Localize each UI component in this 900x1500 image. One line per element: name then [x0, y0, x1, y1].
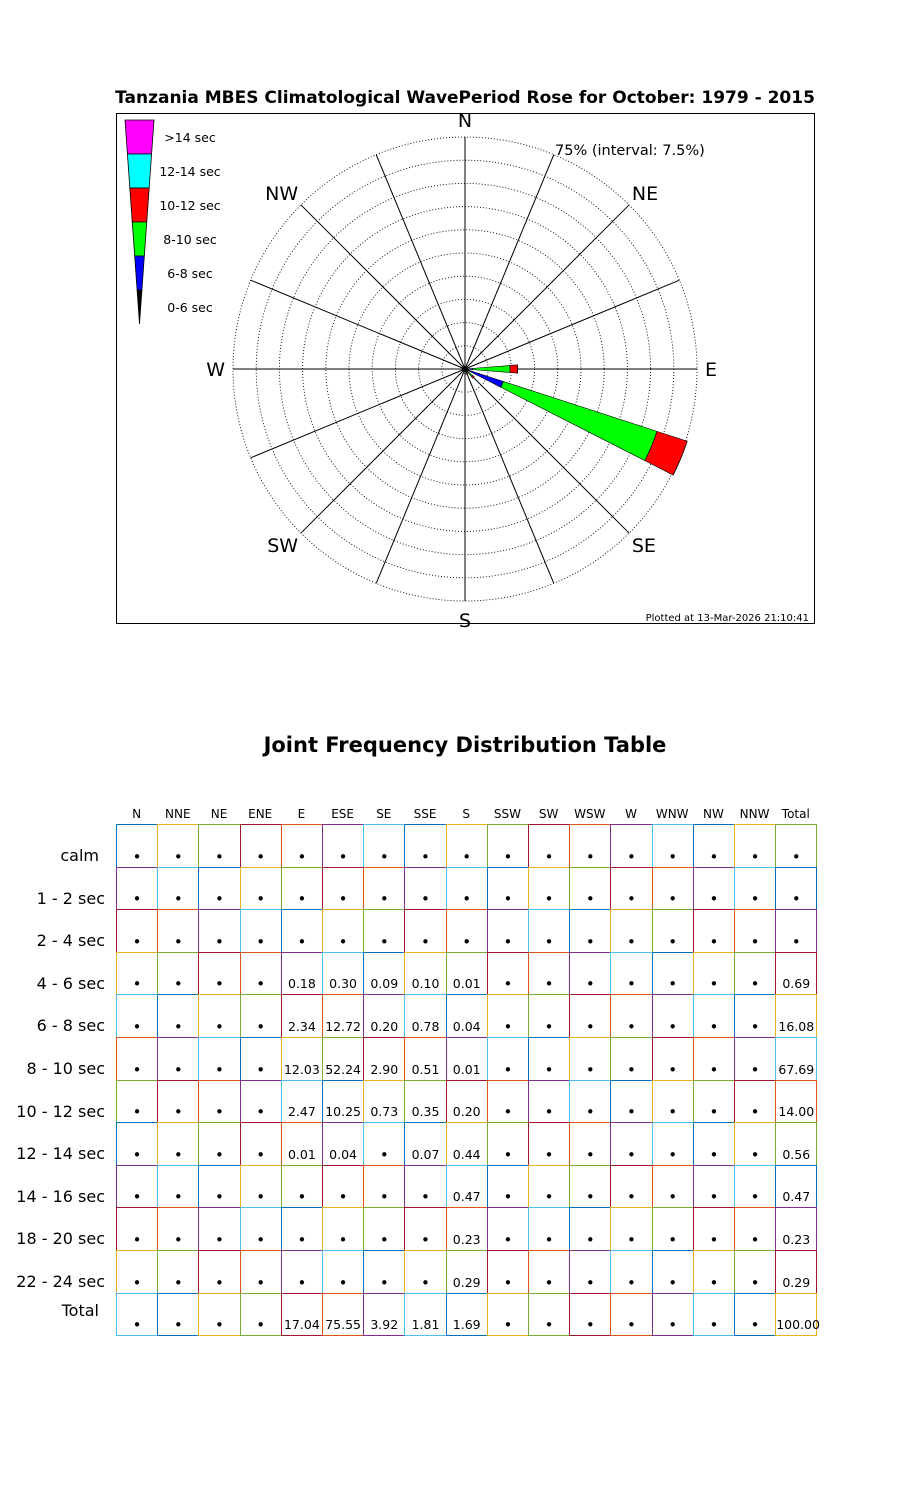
table-cell: • — [528, 1250, 570, 1294]
table-cell: 0.69 — [775, 952, 817, 996]
table-cell: 17.04 — [281, 1293, 323, 1337]
table-cell: • — [610, 824, 652, 868]
column-header: Total — [781, 807, 810, 821]
table-cell: • — [198, 824, 240, 868]
table-cell: • — [116, 1080, 158, 1124]
table-cell: • — [652, 994, 694, 1038]
table-cell: • — [487, 1122, 529, 1166]
table-cell: 0.01 — [281, 1122, 323, 1166]
table-cell: 0.07 — [404, 1122, 446, 1166]
table-cell: • — [157, 994, 199, 1038]
table-cell: • — [652, 1207, 694, 1251]
table-cell: 0.56 — [775, 1122, 817, 1166]
table-cell: • — [528, 867, 570, 911]
table-cell: 0.09 — [363, 952, 405, 996]
column-header: NNE — [165, 807, 191, 821]
table-cell: 1.69 — [446, 1293, 488, 1337]
table-cell: • — [693, 909, 735, 953]
table-cell: • — [693, 824, 735, 868]
table-cell: • — [569, 824, 611, 868]
table-cell: • — [569, 1122, 611, 1166]
table-cell: • — [569, 1250, 611, 1294]
row-header: Total — [61, 1300, 99, 1320]
petal-e-810sec — [473, 365, 510, 372]
rose-title: Tanzania MBES Climatological WavePeriod Rose for October: 1979 - 2015 — [115, 88, 815, 108]
column-header: ENE — [248, 807, 273, 821]
compass-label-nw: NW — [265, 183, 299, 206]
table-cell: 0.35 — [404, 1080, 446, 1124]
table-cell: • — [240, 1080, 282, 1124]
table-cell: • — [322, 867, 364, 911]
table-cell: • — [157, 1037, 199, 1081]
table-cell: • — [198, 1037, 240, 1081]
column-header: W — [625, 807, 637, 821]
spoke-nne — [465, 155, 554, 369]
table-cell: • — [240, 1122, 282, 1166]
scale-label: 75% (interval: 7.5%) — [555, 143, 705, 159]
table-cell: 0.23 — [446, 1207, 488, 1251]
row-header: 2 - 4 sec — [36, 931, 105, 951]
table-cell: • — [487, 1080, 529, 1124]
row-header: 12 - 14 sec — [16, 1144, 105, 1164]
table-cell: • — [404, 1207, 446, 1251]
table-cell: • — [157, 952, 199, 996]
row-header: 18 - 20 sec — [16, 1229, 105, 1249]
column-header: SE — [376, 807, 392, 821]
table-cell: • — [404, 824, 446, 868]
table-cell: • — [198, 1207, 240, 1251]
table-cell: • — [281, 867, 323, 911]
table-cell: 52.24 — [322, 1037, 364, 1081]
table-cell: • — [116, 909, 158, 953]
table-cell: • — [734, 1080, 776, 1124]
spoke-se — [465, 369, 629, 533]
table-cell: • — [734, 867, 776, 911]
table-cell: • — [157, 1293, 199, 1337]
spoke-ene — [465, 280, 679, 369]
table-cell: • — [198, 1122, 240, 1166]
table-cell: • — [116, 1207, 158, 1251]
row-header: 8 - 10 sec — [26, 1059, 105, 1078]
table-cell: • — [116, 1250, 158, 1294]
table-cell: • — [322, 1207, 364, 1251]
table-cell: • — [198, 1293, 240, 1337]
table-cell: 14.00 — [775, 1080, 817, 1124]
table-cell: • — [610, 952, 652, 996]
table-cell: • — [487, 909, 529, 953]
table-cell: • — [363, 867, 405, 911]
table-cell: • — [528, 1122, 570, 1166]
table-cell: • — [569, 952, 611, 996]
column-header: N — [132, 807, 142, 821]
table-cell: • — [569, 1037, 611, 1081]
table-cell: • — [610, 1207, 652, 1251]
table-cell: 0.20 — [363, 994, 405, 1038]
table-cell: • — [652, 824, 694, 868]
column-header: SSW — [493, 807, 521, 821]
table-cell: 0.73 — [363, 1080, 405, 1124]
table-cell: • — [652, 1250, 694, 1294]
table-cell: • — [281, 1207, 323, 1251]
petal-s-14sec — [465, 371, 466, 374]
table-cell: • — [116, 867, 158, 911]
row-header: 22 - 24 sec — [16, 1272, 105, 1291]
table-cell: • — [569, 1293, 611, 1337]
table-cell: • — [693, 952, 735, 996]
table-cell: • — [198, 1165, 240, 1209]
table-cell: • — [569, 994, 611, 1038]
table-cell: • — [528, 909, 570, 953]
table-cell: • — [157, 909, 199, 953]
table-cell: • — [157, 1165, 199, 1209]
column-header: SSE — [413, 807, 437, 821]
table-cell: • — [157, 1122, 199, 1166]
table-cell: • — [487, 867, 529, 911]
table-cell: • — [652, 1165, 694, 1209]
table-cell: 0.18 — [281, 952, 323, 996]
row-header: 10 - 12 sec — [16, 1101, 105, 1121]
column-header: NNW — [739, 807, 770, 821]
table-cell: • — [363, 1122, 405, 1166]
table-cell: • — [569, 1080, 611, 1124]
table-cell: • — [116, 1122, 158, 1166]
table-cell: • — [610, 1080, 652, 1124]
table-cell: • — [240, 824, 282, 868]
table-cell: • — [734, 1250, 776, 1294]
table-cell: • — [693, 1080, 735, 1124]
table-cell: • — [240, 909, 282, 953]
table-cell: • — [446, 909, 488, 953]
legend-label: 12-14 sec — [159, 164, 221, 179]
table-cell: • — [281, 1250, 323, 1294]
table-cell: • — [198, 952, 240, 996]
table-cell: • — [693, 1250, 735, 1294]
table-cell: • — [363, 824, 405, 868]
spoke-ssw — [376, 369, 465, 583]
table-cell: • — [734, 1122, 776, 1166]
table-cell: • — [775, 909, 817, 953]
table-cell: • — [404, 867, 446, 911]
table-cell: • — [610, 1250, 652, 1294]
legend-label: 6-8 sec — [167, 266, 213, 281]
table-cell: 0.51 — [404, 1037, 446, 1081]
table-cell: • — [198, 909, 240, 953]
table-cell: 0.78 — [404, 994, 446, 1038]
table-cell: 0.29 — [446, 1250, 488, 1294]
legend-label: 0-6 sec — [167, 300, 213, 315]
table-cell: • — [240, 1207, 282, 1251]
table-cell: • — [404, 1250, 446, 1294]
table-cell: • — [116, 1293, 158, 1337]
table-cell: • — [116, 952, 158, 996]
table-cell: • — [652, 952, 694, 996]
table-cell: 2.34 — [281, 994, 323, 1038]
table-cell: • — [734, 909, 776, 953]
joint-frequency-table — [0, 800, 900, 1360]
legend-label: 10-12 sec — [159, 198, 221, 213]
legend-swatch-1012sec — [130, 188, 149, 222]
table-cell: 0.04 — [322, 1122, 364, 1166]
table-cell: 0.01 — [446, 1037, 488, 1081]
table-cell: • — [693, 1293, 735, 1337]
compass-label-e: E — [705, 359, 718, 381]
compass-label-ne: NE — [631, 183, 659, 206]
spoke-wsw — [251, 369, 465, 458]
table-cell: 2.47 — [281, 1080, 323, 1124]
table-cell: • — [157, 1250, 199, 1294]
table-cell: 16.08 — [775, 994, 817, 1038]
table-cell: • — [734, 824, 776, 868]
table-cell: 100.00 — [775, 1293, 817, 1337]
table-cell: • — [610, 994, 652, 1038]
legend-swatch-06sec — [137, 290, 142, 324]
table-cell: 75.55 — [322, 1293, 364, 1337]
compass-label-s: S — [458, 610, 472, 632]
table-cell: • — [652, 909, 694, 953]
table-cell: • — [487, 1037, 529, 1081]
column-header: S — [462, 807, 470, 821]
table-cell: • — [446, 824, 488, 868]
plot-timestamp: Plotted at 13-Mar-2026 21:10:41 — [645, 613, 809, 624]
table-cell: • — [487, 1293, 529, 1337]
column-header: SW — [538, 807, 559, 821]
table-cell: • — [240, 1165, 282, 1209]
row-header: 4 - 6 sec — [36, 973, 105, 993]
compass-label-se: SE — [631, 534, 656, 557]
table-cell: • — [487, 1165, 529, 1209]
table-cell: • — [363, 1165, 405, 1209]
table-cell: • — [281, 824, 323, 868]
table-cell: • — [693, 1207, 735, 1251]
table-cell: • — [734, 1293, 776, 1337]
table-cell: • — [116, 1037, 158, 1081]
table-cell: 0.01 — [446, 952, 488, 996]
table-cell: • — [693, 1037, 735, 1081]
table-cell: • — [322, 824, 364, 868]
table-cell: 0.47 — [446, 1165, 488, 1209]
table-cell: • — [240, 1037, 282, 1081]
column-header: WNW — [655, 807, 689, 821]
table-cell: • — [569, 867, 611, 911]
table-cell: • — [610, 1122, 652, 1166]
legend-swatch-68sec — [135, 256, 145, 290]
table-cell: • — [198, 1080, 240, 1124]
table-cell: • — [610, 1165, 652, 1209]
table-cell: 3.92 — [363, 1293, 405, 1337]
table-cell: • — [363, 909, 405, 953]
table-cell: • — [116, 1165, 158, 1209]
table-cell: • — [693, 1165, 735, 1209]
table-cell: • — [610, 1293, 652, 1337]
column-header: NE — [210, 807, 228, 821]
table-cell: • — [652, 1122, 694, 1166]
table-cell: 0.20 — [446, 1080, 488, 1124]
table-cell: 0.29 — [775, 1250, 817, 1294]
legend-swatch-14sec — [125, 120, 154, 154]
legend-label: 8-10 sec — [163, 232, 217, 247]
table-cell: • — [775, 824, 817, 868]
table-cell: • — [404, 909, 446, 953]
table-cell: • — [198, 994, 240, 1038]
legend-swatch-1214sec — [127, 154, 151, 188]
compass-label-sw: SW — [267, 534, 299, 557]
table-cell: • — [528, 952, 570, 996]
table-cell: 67.69 — [775, 1037, 817, 1081]
table-cell: • — [446, 867, 488, 911]
table-cell: • — [116, 994, 158, 1038]
table-cell: • — [404, 1165, 446, 1209]
table-cell: • — [528, 1037, 570, 1081]
spoke-wnw — [251, 280, 465, 369]
table-cell: • — [528, 1207, 570, 1251]
column-header: ESE — [331, 807, 354, 821]
table-cell: • — [240, 1250, 282, 1294]
spoke-nnw — [376, 155, 465, 369]
table-cell: • — [528, 824, 570, 868]
table-cell: • — [322, 1165, 364, 1209]
table-cell: • — [240, 867, 282, 911]
table-cell: • — [610, 909, 652, 953]
table-cell: • — [693, 867, 735, 911]
table-cell: 12.72 — [322, 994, 364, 1038]
table-cell: 0.44 — [446, 1122, 488, 1166]
table-title: Joint Frequency Distribution Table — [263, 733, 667, 757]
table-cell: • — [487, 1250, 529, 1294]
legend-swatch-810sec — [132, 222, 147, 256]
table-cell: • — [487, 994, 529, 1038]
table-cell: • — [528, 994, 570, 1038]
table-cell: • — [157, 1207, 199, 1251]
table-cell: 0.04 — [446, 994, 488, 1038]
table-cell: • — [240, 994, 282, 1038]
table-cell: • — [652, 1037, 694, 1081]
table-cell: 12.03 — [281, 1037, 323, 1081]
row-header: 6 - 8 sec — [36, 1016, 105, 1036]
table-cell: • — [487, 1207, 529, 1251]
compass-label-n: N — [457, 110, 473, 132]
column-header: WSW — [574, 807, 606, 821]
column-header: E — [297, 807, 306, 821]
table-cell: • — [281, 909, 323, 953]
column-header: NW — [702, 807, 724, 821]
table-cell: • — [322, 1250, 364, 1294]
table-cell: • — [734, 1037, 776, 1081]
table-cell: 10.25 — [322, 1080, 364, 1124]
spoke-nw — [301, 205, 465, 369]
table-cell: • — [363, 1207, 405, 1251]
spoke-ne — [465, 205, 629, 369]
spoke-sw — [301, 369, 465, 533]
wave-period-rose — [0, 0, 900, 640]
table-cell: • — [240, 952, 282, 996]
table-cell: • — [610, 867, 652, 911]
table-cell: • — [322, 909, 364, 953]
table-cell: • — [569, 1207, 611, 1251]
table-cell: • — [652, 1080, 694, 1124]
table-cell: 0.30 — [322, 952, 364, 996]
table-cell: • — [528, 1080, 570, 1124]
table-cell: • — [652, 1293, 694, 1337]
table-cell: 0.47 — [775, 1165, 817, 1209]
table-cell: • — [157, 1080, 199, 1124]
table-cell: 2.90 — [363, 1037, 405, 1081]
table-cell: • — [693, 994, 735, 1038]
table-cell: • — [528, 1293, 570, 1337]
table-cell: • — [240, 1293, 282, 1337]
table-cell: 0.10 — [404, 952, 446, 996]
petal-ese-810sec — [501, 381, 657, 460]
table-cell: • — [116, 824, 158, 868]
table-cell: • — [652, 867, 694, 911]
table-cell: • — [734, 994, 776, 1038]
table-cell: • — [363, 1250, 405, 1294]
table-cell: • — [734, 952, 776, 996]
table-cell: 0.23 — [775, 1207, 817, 1251]
row-header: 1 - 2 sec — [36, 888, 105, 908]
table-cell: • — [281, 1165, 323, 1209]
table-cell: • — [487, 952, 529, 996]
table-cell: • — [157, 867, 199, 911]
table-cell: • — [157, 824, 199, 868]
petal-e-1012sec — [510, 365, 518, 373]
table-cell: • — [528, 1165, 570, 1209]
table-cell: • — [198, 867, 240, 911]
legend-label: >14 sec — [164, 130, 216, 145]
table-cell: • — [198, 1250, 240, 1294]
row-header: 14 - 16 sec — [16, 1186, 105, 1206]
table-cell: • — [487, 824, 529, 868]
compass-label-w: W — [206, 359, 225, 381]
table-cell: • — [610, 1037, 652, 1081]
row-header: calm — [60, 846, 99, 865]
table-cell: • — [734, 1207, 776, 1251]
table-cell: • — [693, 1122, 735, 1166]
table-cell: • — [569, 1165, 611, 1209]
table-cell: 1.81 — [404, 1293, 446, 1337]
table-cell: • — [775, 867, 817, 911]
petal-sse-1214sec — [467, 374, 468, 375]
table-cell: • — [569, 909, 611, 953]
table-cell: • — [734, 1165, 776, 1209]
